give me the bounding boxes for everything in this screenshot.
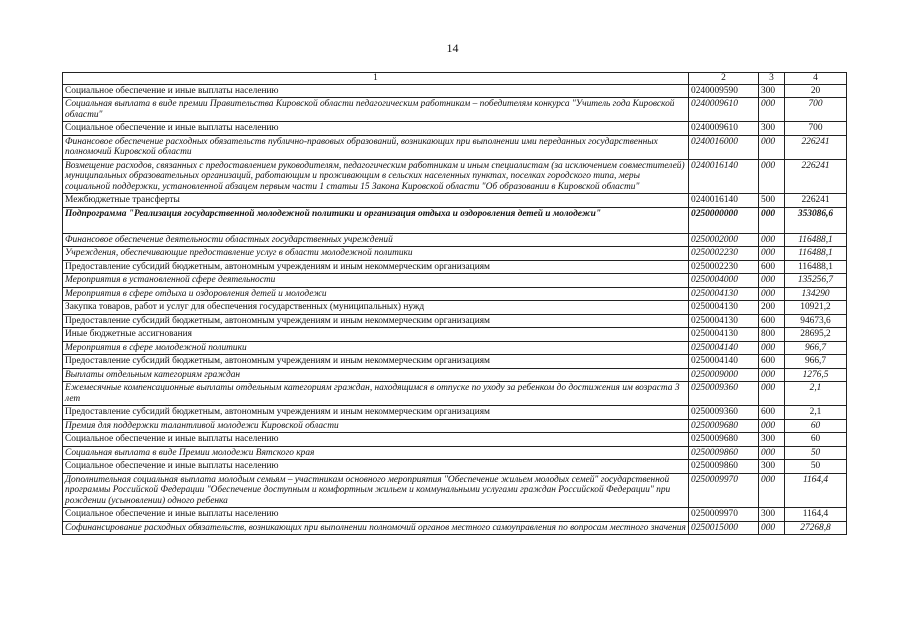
- table-row: [63, 287, 847, 301]
- row-name-cell: Мероприятия в сфере отдыха и оздоровления детей и молодежи: [63, 287, 689, 301]
- table-row: [63, 433, 847, 447]
- row-amount-cell: 226241: [785, 135, 847, 159]
- table-row: [63, 274, 847, 288]
- row-name-cell: Мероприятия в установленной сфере деятельности: [63, 274, 689, 288]
- row-code-cell: 0250004130: [689, 314, 759, 328]
- row-name-cell: Социальное обеспечение и иные выплаты населению: [63, 84, 689, 98]
- row-amount-cell: 1164,4: [785, 508, 847, 522]
- table-row: [63, 355, 847, 369]
- row-expense-type-cell: 000: [759, 207, 785, 233]
- row-expense-type-cell: 000: [759, 382, 785, 406]
- table-row: [63, 419, 847, 433]
- row-name-cell: Финансовое обеспечение расходных обязательств публично-правовых образований, возникающих при выполнении ими переданных государственных полномочий Кировской области: [63, 135, 689, 159]
- header-col-4: 4: [785, 73, 847, 85]
- row-code-cell: 0250009360: [689, 406, 759, 420]
- row-expense-type-cell: 000: [759, 287, 785, 301]
- row-code-cell: 0240009610: [689, 98, 759, 122]
- row-amount-cell: 700: [785, 122, 847, 136]
- row-code-cell: 0250004140: [689, 341, 759, 355]
- row-name-cell: Возмещение расходов, связанных с предоставлением руководителям, педагогическим работникам и иным специалистам (за исключением совместителей) муниципальных образовательных организаций, работающим и проживающим в сельских населенных пунктах, поселках городского типа, меры социальной поддержки, установленной абзацем первым части 1 статьи 15 Закона Кировской области "Об образовании в Кировской области": [63, 159, 689, 194]
- table-row: [63, 460, 847, 474]
- row-name-cell: Ежемесячные компенсационные выплаты отдельным категориям граждан, находящимся в отпуске по уходу за ребенком до достижения им возраста 3 лет: [63, 382, 689, 406]
- row-code-cell: 0250009000: [689, 368, 759, 382]
- row-amount-cell: 1164,4: [785, 473, 847, 508]
- row-code-cell: 0240016140: [689, 194, 759, 208]
- table-row: [63, 247, 847, 261]
- table-row: [63, 194, 847, 208]
- row-code-cell: 0250004130: [689, 287, 759, 301]
- row-code-cell: 0250004140: [689, 355, 759, 369]
- row-code-cell: 0250002000: [689, 233, 759, 247]
- row-expense-type-cell: 600: [759, 314, 785, 328]
- row-expense-type-cell: 000: [759, 446, 785, 460]
- row-name-cell: Премия для поддержки талантливой молодежи Кировской области: [63, 419, 689, 433]
- row-name-cell: Выплаты отдельным категориям граждан: [63, 368, 689, 382]
- row-expense-type-cell: 500: [759, 194, 785, 208]
- row-name-cell: Предоставление субсидий бюджетным, автономным учреждениям и иным некоммерческим организациям: [63, 260, 689, 274]
- row-code-cell: 0240016140: [689, 159, 759, 194]
- row-name-cell: Предоставление субсидий бюджетным, автономным учреждениям и иным некоммерческим организациям: [63, 355, 689, 369]
- row-amount-cell: 27268,8: [785, 521, 847, 535]
- row-code-cell: 0250002230: [689, 260, 759, 274]
- row-amount-cell: 2,1: [785, 382, 847, 406]
- row-code-cell: 0250002230: [689, 247, 759, 261]
- row-name-cell: Социальная выплата в виде премии Правительства Кировской области педагогическим работникам – победителям конкурса "Учитель года Кировской области": [63, 98, 689, 122]
- row-expense-type-cell: 000: [759, 135, 785, 159]
- row-amount-cell: 966,7: [785, 355, 847, 369]
- table-row: [63, 207, 847, 233]
- row-code-cell: 0250009860: [689, 446, 759, 460]
- row-name-cell: Иные бюджетные ассигнования: [63, 328, 689, 342]
- table-row: [63, 301, 847, 315]
- row-name-cell: Мероприятия в сфере молодежной политики: [63, 341, 689, 355]
- row-amount-cell: 353086,6: [785, 207, 847, 233]
- row-name-cell: Социальное обеспечение и иные выплаты населению: [63, 122, 689, 136]
- row-name-cell: Дополнительная социальная выплата молодым семьям – участникам основного мероприятия "Обеспечение жильем молодых семей" государственной программы Российской Федерации "Обеспечение доступным и комфортным жильем и коммунальными услугами граждан Российской Федерации" при рождении (усыновлении) одного ребенка: [63, 473, 689, 508]
- table-row: [63, 473, 847, 508]
- row-name-cell: Социальное обеспечение и иные выплаты населению: [63, 508, 689, 522]
- table-row: [63, 98, 847, 122]
- table-row: [63, 446, 847, 460]
- table-row: [63, 233, 847, 247]
- row-amount-cell: 28695,2: [785, 328, 847, 342]
- row-expense-type-cell: 600: [759, 260, 785, 274]
- row-expense-type-cell: 000: [759, 274, 785, 288]
- row-code-cell: 0250009360: [689, 382, 759, 406]
- row-code-cell: 0240009590: [689, 84, 759, 98]
- row-name-cell: Предоставление субсидий бюджетным, автономным учреждениям и иным некоммерческим организациям: [63, 406, 689, 420]
- row-amount-cell: 116488,1: [785, 247, 847, 261]
- row-amount-cell: 94673,6: [785, 314, 847, 328]
- row-code-cell: 0240016000: [689, 135, 759, 159]
- row-expense-type-cell: 000: [759, 419, 785, 433]
- row-code-cell: 0250009970: [689, 508, 759, 522]
- row-code-cell: 0250004130: [689, 301, 759, 315]
- row-code-cell: 0250009860: [689, 460, 759, 474]
- header-col-2: 2: [689, 73, 759, 85]
- row-expense-type-cell: 300: [759, 84, 785, 98]
- row-name-cell: Социальная выплата в виде Премии молодежи Вятского края: [63, 446, 689, 460]
- table-row: [63, 122, 847, 136]
- table-row: [63, 382, 847, 406]
- row-amount-cell: 60: [785, 419, 847, 433]
- row-expense-type-cell: 300: [759, 460, 785, 474]
- budget-table: [62, 72, 847, 535]
- row-amount-cell: 966,7: [785, 341, 847, 355]
- row-expense-type-cell: 000: [759, 368, 785, 382]
- row-code-cell: 0250009680: [689, 419, 759, 433]
- table-row: [63, 314, 847, 328]
- row-amount-cell: 116488,1: [785, 260, 847, 274]
- row-expense-type-cell: 000: [759, 473, 785, 508]
- row-name-cell: Подпрограмма "Реализация государственной молодежной политики и организация отдыха и оздоровления детей и молодежи": [63, 207, 689, 233]
- table-row: [63, 521, 847, 535]
- row-name-cell: Учреждения, обеспечивающие предоставление услуг в области молодежной политики: [63, 247, 689, 261]
- page-number: 14: [446, 41, 459, 55]
- row-code-cell: 0250004000: [689, 274, 759, 288]
- row-code-cell: 0250004130: [689, 328, 759, 342]
- row-expense-type-cell: 000: [759, 233, 785, 247]
- row-name-cell: Финансовое обеспечение деятельности областных государственных учреждений: [63, 233, 689, 247]
- row-expense-type-cell: 000: [759, 98, 785, 122]
- row-name-cell: Софинансирование расходных обязательств, возникающих при выполнении полномочий органов местного самоуправления по вопросам местного значения: [63, 521, 689, 535]
- table-row: [63, 341, 847, 355]
- row-name-cell: Социальное обеспечение и иные выплаты населению: [63, 460, 689, 474]
- row-name-cell: Межбюджетные трансферты: [63, 194, 689, 208]
- row-expense-type-cell: 000: [759, 521, 785, 535]
- row-expense-type-cell: 600: [759, 355, 785, 369]
- table-row: [63, 135, 847, 159]
- row-name-cell: Предоставление субсидий бюджетным, автономным учреждениям и иным некоммерческим организациям: [63, 314, 689, 328]
- row-amount-cell: 226241: [785, 159, 847, 194]
- row-amount-cell: 1276,5: [785, 368, 847, 382]
- row-amount-cell: 10921,2: [785, 301, 847, 315]
- header-col-3: 3: [759, 73, 785, 85]
- table-body: [63, 84, 847, 535]
- row-amount-cell: 134290: [785, 287, 847, 301]
- row-expense-type-cell: 000: [759, 341, 785, 355]
- row-code-cell: 0250009680: [689, 433, 759, 447]
- row-expense-type-cell: 300: [759, 433, 785, 447]
- row-expense-type-cell: 000: [759, 247, 785, 261]
- row-code-cell: 0240009610: [689, 122, 759, 136]
- row-amount-cell: 700: [785, 98, 847, 122]
- table-header-row: [63, 73, 847, 85]
- row-expense-type-cell: 200: [759, 301, 785, 315]
- row-expense-type-cell: 000: [759, 159, 785, 194]
- row-code-cell: 0250015000: [689, 521, 759, 535]
- table-row: [63, 406, 847, 420]
- row-name-cell: Социальное обеспечение и иные выплаты населению: [63, 433, 689, 447]
- row-amount-cell: 116488,1: [785, 233, 847, 247]
- table-row: [63, 260, 847, 274]
- row-amount-cell: 50: [785, 460, 847, 474]
- row-amount-cell: 50: [785, 446, 847, 460]
- header-col-1: 1: [63, 73, 689, 85]
- table-row: [63, 368, 847, 382]
- row-amount-cell: 2,1: [785, 406, 847, 420]
- row-code-cell: 0250000000: [689, 207, 759, 233]
- row-expense-type-cell: 300: [759, 508, 785, 522]
- row-expense-type-cell: 800: [759, 328, 785, 342]
- row-amount-cell: 135256,7: [785, 274, 847, 288]
- row-amount-cell: 226241: [785, 194, 847, 208]
- row-expense-type-cell: 600: [759, 406, 785, 420]
- row-amount-cell: 60: [785, 433, 847, 447]
- row-name-cell: Закупка товаров, работ и услуг для обеспечения государственных (муниципальных) нужд: [63, 301, 689, 315]
- table-row: [63, 159, 847, 194]
- row-amount-cell: 20: [785, 84, 847, 98]
- table-row: [63, 328, 847, 342]
- row-code-cell: 0250009970: [689, 473, 759, 508]
- row-expense-type-cell: 300: [759, 122, 785, 136]
- table-row: [63, 84, 847, 98]
- table-row: [63, 508, 847, 522]
